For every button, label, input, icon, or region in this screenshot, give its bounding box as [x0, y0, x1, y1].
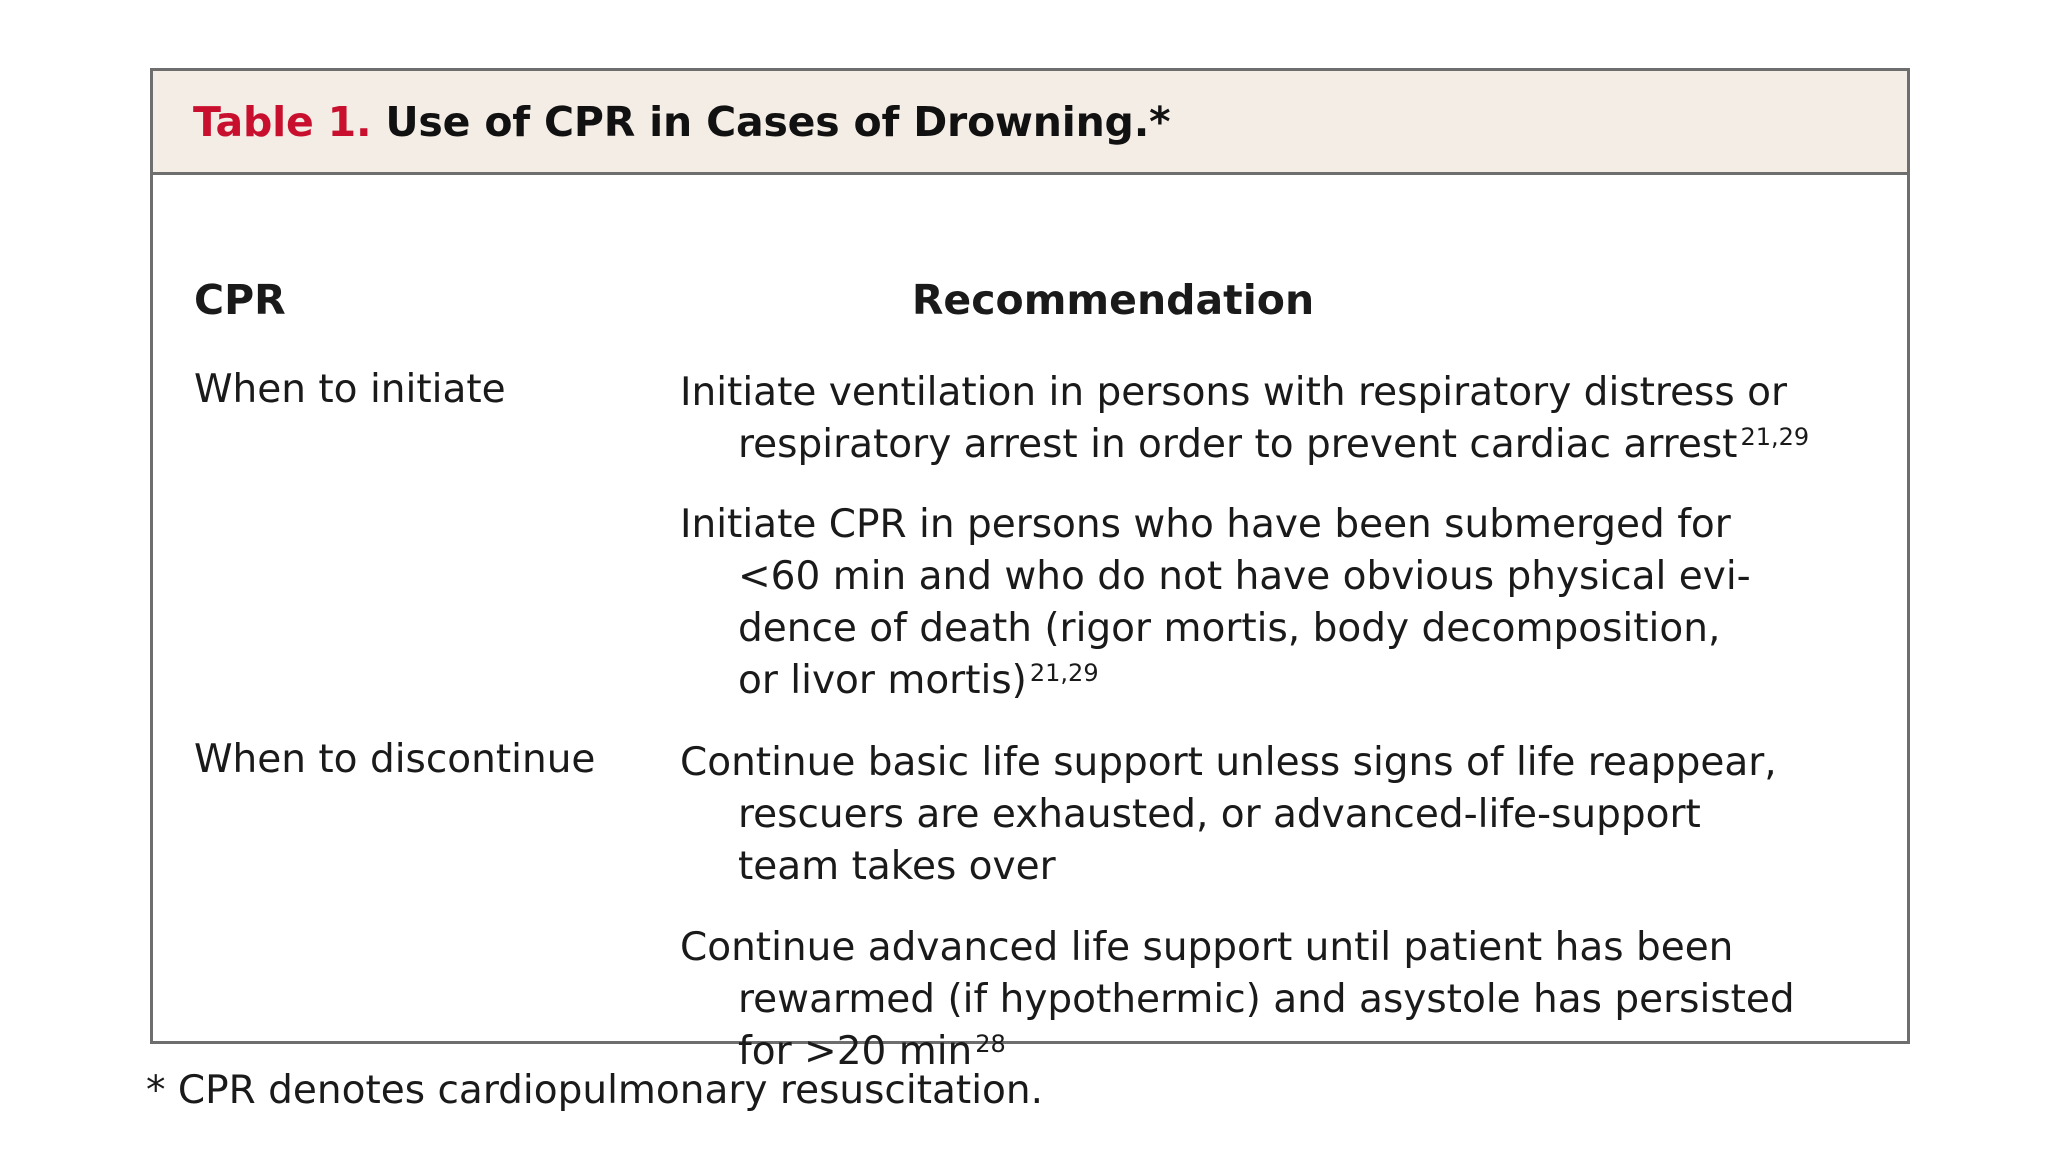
recommendation-line — [680, 419, 1880, 471]
recommendation-line: Initiate CPR in persons who have been submerged for — [680, 502, 1731, 547]
table-title: Use of CPR in Cases of Drowning.* — [385, 97, 1171, 146]
recommendation-line: <60 min and who do not have obvious physical evi- — [738, 554, 1751, 599]
recommendation-text: for >20 min — [738, 1029, 973, 1074]
table-frame — [150, 68, 1910, 1074]
recommendation-line: rescuers are exhausted, or advanced-life-support — [738, 792, 1701, 837]
recommendation-initiate-ventilation — [680, 367, 1880, 471]
recommendation-line: team takes over — [738, 844, 1056, 889]
recommendation-continue-als — [680, 922, 1880, 1078]
column-header-recommendation: Recommendation — [911, 276, 1315, 324]
column-header-cpr: CPR — [194, 276, 286, 324]
recommendation-line: dence of death (rigor mortis, body decomposition, — [738, 606, 1721, 651]
reference-superscript: 21,29 — [1029, 659, 1099, 687]
table-label: Table 1. — [193, 97, 372, 146]
reference-superscript: 28 — [975, 1030, 1006, 1058]
recommendation-text: or livor mortis) — [738, 658, 1027, 703]
recommendation-initiate-cpr — [680, 499, 1880, 707]
recommendation-line: rewarmed (if hypothermic) and asystole has persisted — [738, 977, 1795, 1022]
recommendation-text: respiratory arrest in order to prevent cardiac arrest — [738, 422, 1738, 467]
recommendation-continue-bls — [680, 737, 1880, 893]
row-label-initiate: When to initiate — [194, 367, 506, 412]
reference-superscript: 21,29 — [1740, 423, 1810, 451]
recommendation-line — [680, 655, 1880, 707]
recommendation-line: Continue advanced life support until patient has been — [680, 925, 1734, 970]
recommendation-line: Continue basic life support unless signs of life reappear, — [680, 740, 1777, 785]
table-footnote: * CPR denotes cardiopulmonary resuscitation. — [146, 1068, 1043, 1113]
table-title-bar — [153, 71, 1907, 175]
recommendation-line: Initiate ventilation in persons with respiratory distress or — [680, 370, 1787, 415]
row-label-discontinue: When to discontinue — [194, 737, 596, 782]
